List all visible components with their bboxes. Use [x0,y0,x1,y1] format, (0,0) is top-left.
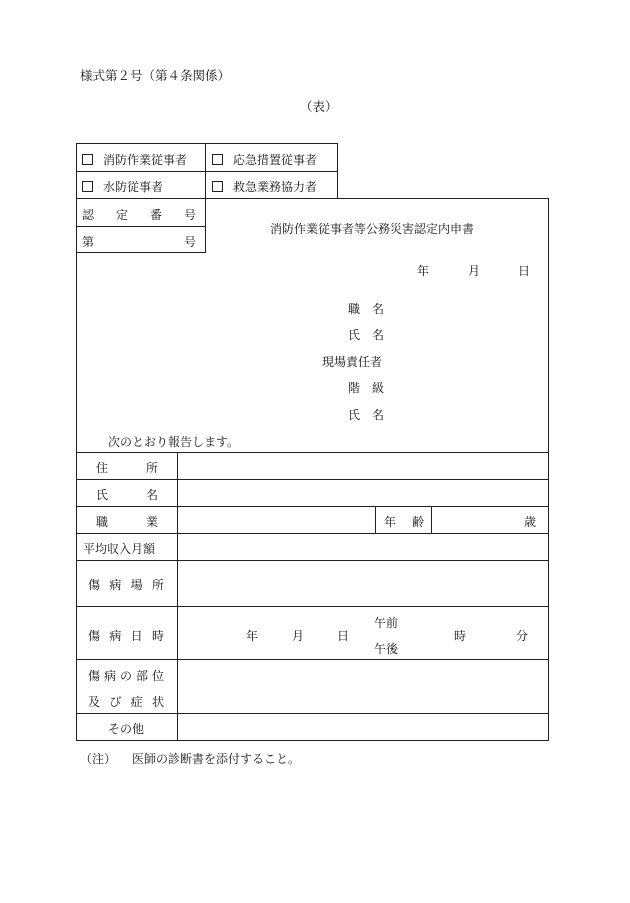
date-day-field[interactable]: 日 [518,264,531,278]
checkbox-icon[interactable] [82,181,93,192]
label-char: 時 [151,629,164,643]
rule [76,226,206,227]
label-char: 番 [149,208,162,222]
date-year-field[interactable]: 年 [417,264,430,278]
rule [76,740,549,741]
checkbox-label: 消防作業従事者 [103,153,188,167]
front-side-label: （表） [300,99,338,114]
injury-hour-field[interactable]: 時 [454,629,467,643]
label-char: 傷 [88,629,101,643]
label-char: 症 [130,695,143,709]
cert-number-suffix: 号 [183,235,196,249]
age-label [384,513,424,530]
label-char: 職 [96,515,109,529]
rule [76,198,549,199]
note-text: 医師の診断書を添付すること。 [132,752,301,766]
rule [76,143,337,144]
label-char: 名 [145,488,158,502]
rule [76,533,549,534]
label-char: 氏 [96,488,109,502]
checkbox-flood-prevention-worker[interactable] [82,178,163,195]
label-char: 日 [130,629,143,643]
checkbox-firefighting-worker[interactable] [82,151,187,168]
label-char: 号 [183,208,196,222]
rule [76,479,549,480]
rule [76,606,549,607]
address-label [96,459,158,476]
checkbox-label: 応急措置従事者 [233,153,318,167]
label-char: 所 [145,461,158,475]
label-char: 部 [135,669,148,683]
label-char: 住 [96,461,109,475]
report-statement: 次のとおり報告します。 [108,435,240,449]
injury-place-field[interactable] [180,563,546,603]
label-char: び [109,695,122,709]
name-label: 氏 名 [348,328,385,342]
label-char: 状 [151,695,164,709]
pm-option[interactable]: 午後 [374,642,399,656]
post-label: 職 名 [348,302,385,316]
label-char: 場 [130,578,143,592]
checkbox-emergency-measures-worker[interactable] [212,151,317,168]
label-char: 認 [82,208,95,222]
other-field[interactable] [180,716,546,738]
date-month-field[interactable]: 月 [468,264,481,278]
rule [205,143,206,198]
site-manager-label: 現場責任者 [322,355,383,369]
am-option[interactable]: 午前 [374,616,399,630]
rule [431,506,432,533]
cert-number-field[interactable] [82,233,196,250]
rule [177,452,178,740]
rule [76,506,549,507]
label-char: 傷 [88,669,101,683]
checkbox-label: 救急業務協力者 [233,180,318,194]
injury-minute-field[interactable]: 分 [516,629,529,643]
label-char: 年 [384,515,397,529]
label-char: 齢 [411,515,424,529]
address-field[interactable] [180,455,546,477]
rank-label: 階 級 [348,381,385,395]
label-char: 傷 [88,578,101,592]
form-number: 様式第２号（第４条関係） [80,68,231,83]
manager-name-label: 氏 名 [348,408,385,422]
injury-place-label [88,576,164,593]
label-char: の [119,669,132,683]
injury-year-field[interactable]: 年 [246,629,259,643]
cert-number-prefix: 第 [82,235,95,249]
rule [76,452,549,453]
injury-part-label-line2 [88,693,164,710]
checkbox-ambulance-cooperator[interactable] [212,178,317,195]
name-field[interactable] [180,482,546,504]
checkbox-icon[interactable] [82,154,93,165]
rule [76,252,206,253]
rule [76,713,549,714]
label-char: 所 [151,578,164,592]
injury-datetime-label [88,627,164,644]
rule [375,506,376,533]
injury-part-and-symptoms-field[interactable] [180,662,546,710]
rule [337,143,338,198]
rule [76,143,77,740]
average-monthly-income-field[interactable] [180,536,546,558]
injury-day-field[interactable]: 日 [337,629,350,643]
label-char: 業 [145,515,158,529]
label-char: 及 [88,695,101,709]
label-char: 病 [103,669,116,683]
age-unit: 歳 [524,515,537,529]
rule [76,171,337,172]
checkbox-icon[interactable] [212,181,223,192]
average-monthly-income-label: 平均収入月額 [83,542,156,556]
other-label: その他 [108,722,145,736]
checkbox-label: 水防従事者 [103,180,164,194]
rule [76,659,549,660]
label-char: 病 [109,629,122,643]
document-title: 消防作業従事者等公務災害認定内申書 [270,222,475,236]
occupation-label [96,513,158,530]
injury-month-field[interactable]: 月 [292,629,305,643]
label-char: 定 [115,208,128,222]
label-char: 位 [151,669,164,683]
rule [205,198,206,253]
label-char: 病 [109,578,122,592]
rule [76,560,549,561]
occupation-field[interactable] [180,509,372,531]
cert-number-label [82,206,196,223]
checkbox-icon[interactable] [212,154,223,165]
note-label: （注） [80,752,117,766]
name-row-label [96,486,158,503]
injury-part-label-line1 [88,667,164,684]
